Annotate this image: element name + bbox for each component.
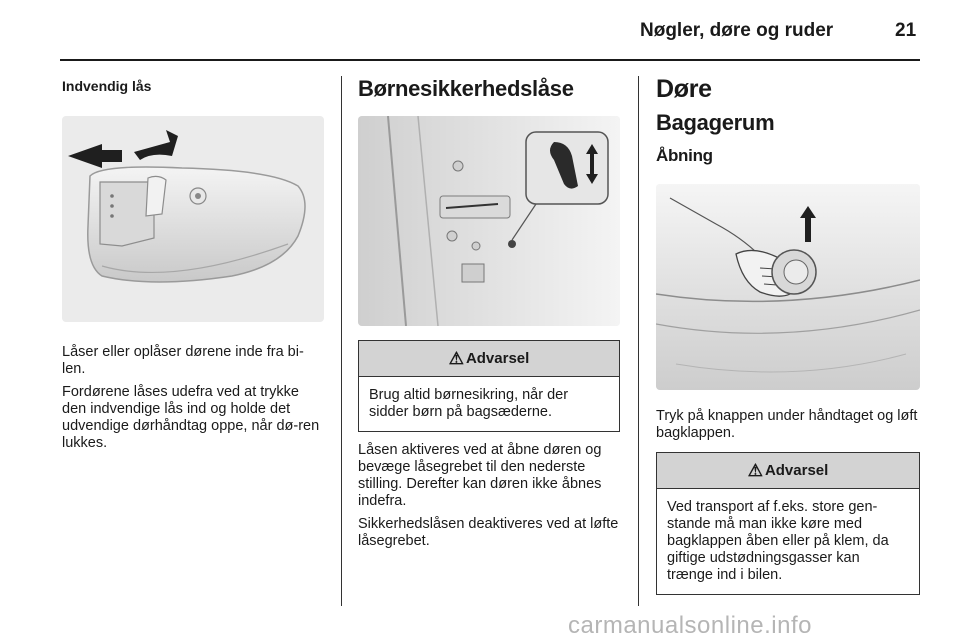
subheading-trunk: Bagagerum [656,110,775,135]
column-divider-1 [341,76,342,606]
warning-title: Advarsel [764,462,829,479]
header-rule [60,59,920,61]
paragraph-open-trunk: Tryk på knappen under håndtaget og løft bagklappen. [656,408,918,441]
page-title: Nøgler, døre og ruder [640,20,834,41]
warning-title: Advarsel [465,350,530,367]
warning-header [657,453,919,489]
warning-text: Brug altid børnesikring, når der sidder børn på bagsæderne. [369,387,569,420]
column-doors [656,70,920,595]
interior-lock-illustration [62,116,324,322]
column-child-locks [358,70,620,550]
section-heading-doors: Døre [656,75,712,103]
trunk-opening-illustration [656,184,920,390]
warning-text: Ved transport af f.eks. store gen-stande må man ikke køre med bagklappen åben eller på klem, da giftige udstødningsgasser kan trænge ind i bilen. [667,499,889,583]
trunk-handle-drawing [656,184,920,390]
page-number: 21 [895,20,917,41]
column-interior-lock [62,70,324,452]
subsubheading-opening: Åbning [656,146,713,165]
paragraph-deactivate-lock: Sikkerhedslåsen deaktiveres ved at løfte låsegrebet. [358,516,619,549]
section-heading-child-locks: Børnesikkerhedslåse [358,76,574,101]
paragraph-front-doors: Fordørene låses udefra ved at trykke den indvendige lås ind og holde det udvendige dørhåndtag oppe, når dø-ren lukkes. [62,384,320,451]
child-lock-drawing [358,116,620,326]
warning-header [359,341,619,377]
warning-box-trunk [656,452,920,595]
child-lock-illustration [358,116,620,326]
watermark-text: carmanualsonline.info [568,612,812,639]
page-header [0,0,960,60]
section-heading-interior-lock: Indvendig lås [62,78,152,94]
warning-triangle-icon: ⚠ [448,348,464,368]
door-handle-drawing [62,116,324,322]
paragraph-activate-lock: Låsen aktiveres ved at åbne døren og bevæge låsegrebet til den nederste stilling. Derefter kan døren ikke åbnes indefra. [358,442,602,509]
arrow-up-right-icon [134,130,178,160]
warning-triangle-icon: ⚠ [747,460,763,480]
column-divider-2 [638,76,639,606]
warning-box-child-lock [358,340,620,432]
paragraph-lock-unlock: Låser eller oplåser dørene inde fra bi-len. [62,344,304,377]
arrow-left-icon [68,144,122,168]
